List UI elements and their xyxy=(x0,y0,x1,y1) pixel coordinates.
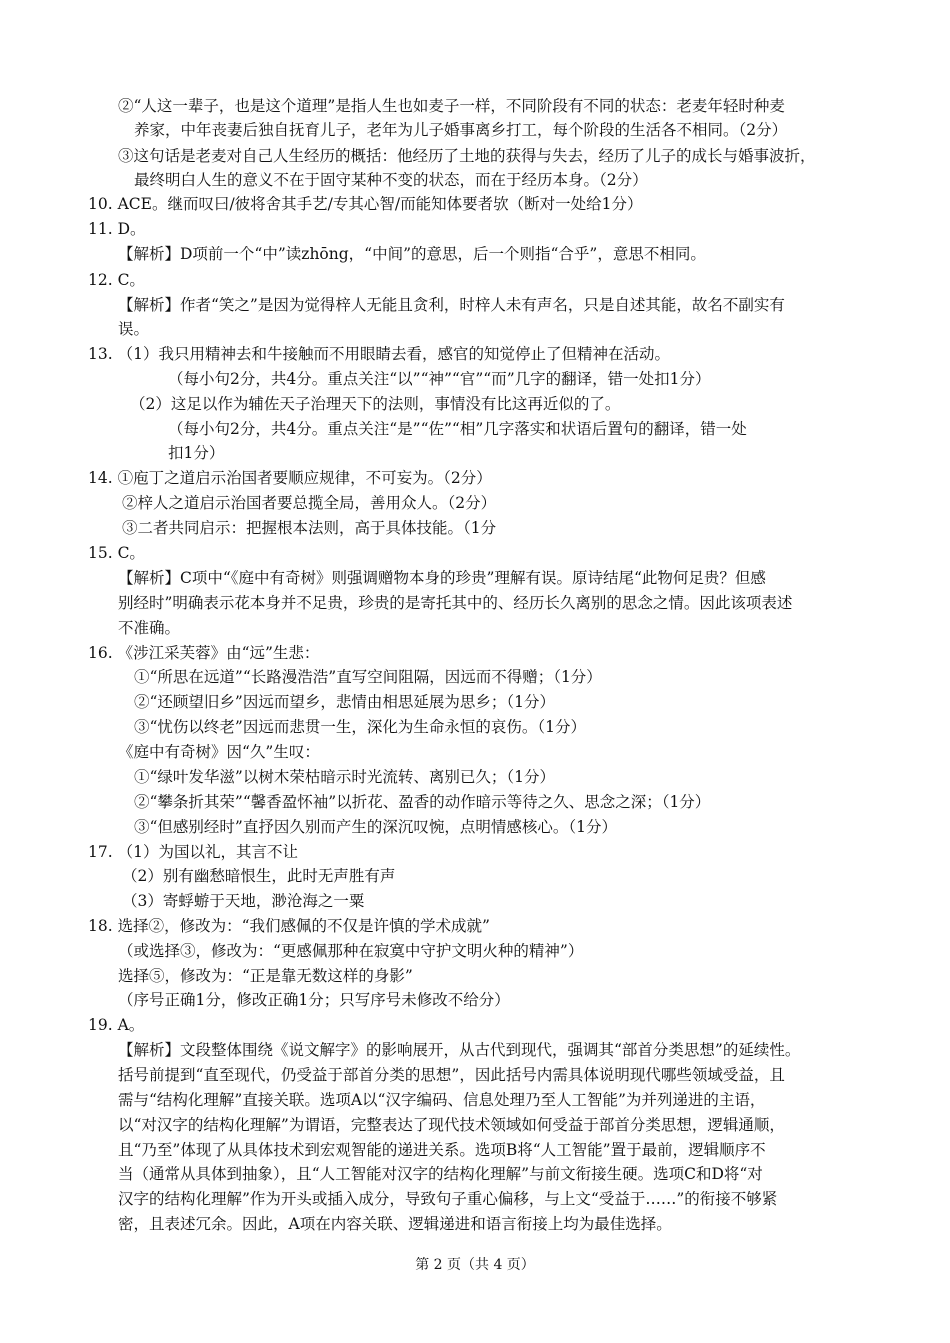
text-line: 误。 xyxy=(118,320,150,338)
text-line: ②“攀条折其荣”“馨香盈怀袖”以折花、盈香的动作暗示等待之久、思念之深；（1分） xyxy=(134,793,711,811)
text-line: ①“所思在远道”“长路漫浩浩”直写空间阻隔，因远而不得赠；（1分） xyxy=(134,668,602,686)
text-line: ①“绿叶发华滋”以树木荣枯暗示时光流转、离别已久；（1分） xyxy=(134,768,555,786)
text-line: 10. ACE。继而叹曰/彼将舍其手艺/专其心智/而能知体要者欤（断对一处给1分） xyxy=(88,195,643,213)
text-line: 《庭中有奇树》因“久”生叹： xyxy=(118,743,320,761)
text-line: 14. ①庖丁之道启示治国者要顺应规律，不可妄为。（2分） xyxy=(88,469,492,487)
text-line: 扣1分） xyxy=(168,444,225,462)
text-line: ②梓人之道启示治国者要总揽全局，善用众人。（2分） xyxy=(122,494,497,512)
text-line: 汉字的结构化理解”作为开头或插入成分，导致句子重心偏移，与上文“受益于……”的衔接不够紧 xyxy=(118,1190,778,1208)
text-line: 19. A。 xyxy=(88,1016,145,1034)
text-line: ③这句话是老麦对自己人生经历的概括：他经历了土地的获得与失去，经历了儿子的成长与婚事波折， xyxy=(118,147,816,165)
text-line: ③“忧伤以终老”因远而悲贯一生，深化为生命永恒的哀伤。（1分） xyxy=(134,718,586,736)
text-line: 17. （1）为国以礼，其言不让 xyxy=(88,843,298,861)
page-footer: 第 2 页（共 4 页） xyxy=(415,1257,535,1273)
text-line: （2）这足以作为辅佐天子治理天下的法则，事情没有比这再近似的了。 xyxy=(130,395,621,413)
text-line: （每小句2分，共4分。重点关注“是”“佐”“相”几字落实和状语后置句的翻译，错一处 xyxy=(168,420,747,438)
text-line: 18. 选择②，修改为：“我们感佩的不仅是许慎的学术成就” xyxy=(88,917,490,935)
text-line: 别经时”明确表示花本身并不足贵，珍贵的是寄托其中的、经历长久离别的思念之情。因此该项表述 xyxy=(118,594,793,612)
text-line: 15. C。 xyxy=(88,544,145,562)
text-line: ③二者共同启示：把握根本法则，高于具体技能。（1分 xyxy=(122,519,497,537)
text-line: 以“对汉字的结构化理解”为谓语，完整表达了现代技术领域如何受益于部首分类思想，逻辑通顺， xyxy=(118,1116,785,1134)
text-line: 【解析】C项中“《庭中有奇树》则强调赠物本身的珍贵”理解有误。原诗结尾“此物何足贵？但感 xyxy=(118,569,766,587)
text-line: （每小句2分，共4分。重点关注“以”“神”“官”“而”几字的翻译，错一处扣1分） xyxy=(168,370,711,388)
text-line: 选择⑤，修改为：“正是靠无数这样的身影” xyxy=(118,967,413,985)
text-line: 12. C。 xyxy=(88,271,145,289)
text-line: 13. （1）我只用精神去和牛接触而不用眼睛去看，感官的知觉停止了但精神在活动。 xyxy=(88,345,670,363)
text-line: 需与“结构化理解”直接关联。选项A以“汉字编码、信息处理乃至人工智能”为并列递进的主语， xyxy=(118,1091,766,1109)
text-line: 不准确。 xyxy=(118,619,181,637)
text-line: 【解析】D项前一个“中”读zhōng，“中间”的意思，后一个则指“合乎”，意思不相同。 xyxy=(118,245,706,263)
text-line: 最终明白人生的意义不在于固守某种不变的状态，而在于经历本身。（2分） xyxy=(134,171,648,189)
text-line: （2）别有幽愁暗恨生，此时无声胜有声 xyxy=(122,867,396,885)
text-line: 当（通常从具体到抽象），且“人工智能对汉字的结构化理解”与前文衔接生硬。选项C和D将“对 xyxy=(118,1165,763,1183)
text-line: 密，且表述冗余。因此，A项在内容关联、逻辑递进和语言衔接上均为最佳选择。 xyxy=(118,1215,672,1233)
text-line: ②“还顾望旧乡”因远而望乡，悲情由相思延展为思乡；（1分） xyxy=(134,693,555,711)
text-line: （或选择③，修改为：“更感佩那种在寂寞中守护文明火种的精神”） xyxy=(118,942,584,960)
text-line: 【解析】文段整体围绕《说文解字》的影响展开，从古代到现代，强调其“部首分类思想”的延续性。 xyxy=(118,1041,801,1059)
text-line: 括号前提到“直至现代，仍受益于部首分类的思想”，因此括号内需具体说明现代哪些领域受益，且 xyxy=(118,1066,785,1084)
text-line: ②“人这一辈子，也是这个道理”是指人生也如麦子一样，不同阶段有不同的状态：老麦年轻时种麦 xyxy=(118,97,785,115)
text-line: 且“乃至”体现了从具体技术到宏观智能的递进关系。选项B将“人工智能”置于最前，逻辑顺序不 xyxy=(118,1141,766,1159)
text-line: （序号正确1分，修改正确1分；只写序号未修改不给分） xyxy=(118,991,510,1009)
text-line: 11. D。 xyxy=(88,220,146,238)
text-line: 养家，中年丧妻后独自抚育儿子，老年为儿子婚事离乡打工，每个阶段的生活各不相同。（2分） xyxy=(134,121,788,139)
text-line: ③“但感别经时”直抒因久别而产生的深沉叹惋，点明情感核心。（1分） xyxy=(134,818,617,836)
text-line: 【解析】作者“笑之”是因为觉得梓人无能且贪利，时梓人未有声名，只是自述其能，故名不副实有 xyxy=(118,296,785,314)
text-line: 16. 《涉江采芙蓉》由“远”生悲： xyxy=(88,644,320,662)
text-line: （3）寄蜉蝣于天地，渺沧海之一粟 xyxy=(122,892,365,910)
